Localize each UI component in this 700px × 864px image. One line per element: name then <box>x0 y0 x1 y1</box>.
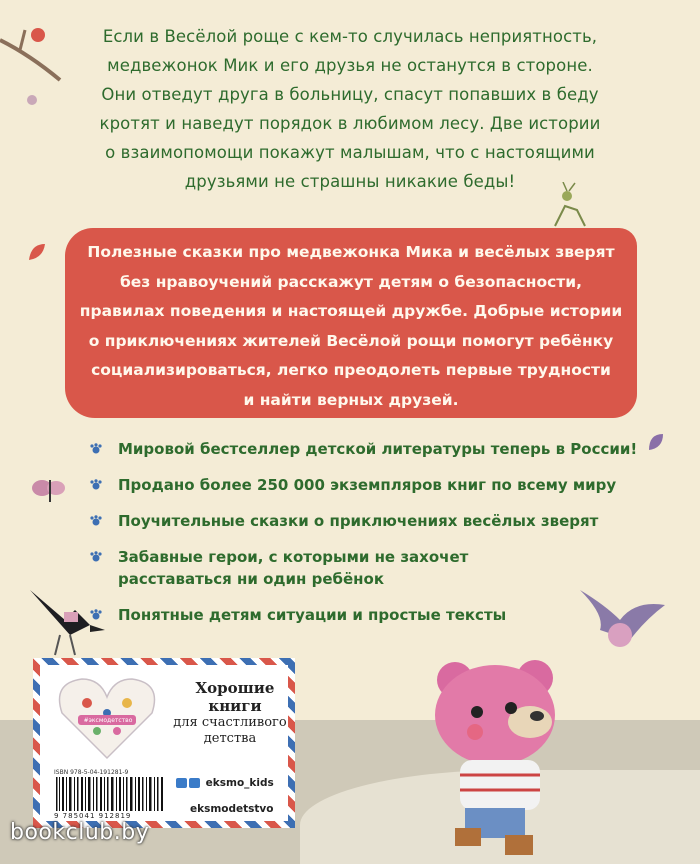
butterfly-illustration <box>30 476 70 506</box>
leaf-icon <box>25 240 49 264</box>
vk-icon <box>176 778 187 788</box>
intro-line: медвежонок Мик и его друзья не останутся в стороне. <box>107 56 593 75</box>
heart-label: #эксмодетство <box>83 717 133 724</box>
intro-line: о взаимопомощи покажут малышам, что с настоящими <box>105 143 595 162</box>
leaf-icon <box>645 430 667 454</box>
mantis-illustration <box>545 182 595 230</box>
feature-text: Понятные детям ситуации и простые тексты <box>118 606 507 624</box>
intro-line: друзьями не страшны никакие беды! <box>184 172 516 191</box>
isbn-text: ISBN 978-5-04-191281-9 <box>54 769 129 776</box>
intro-line: кротят и наведут порядок в любимом лесу. Две истории <box>99 114 601 133</box>
paw-icon <box>90 515 102 526</box>
feature-text: Продано более 250 000 экземпляров книг по всему миру <box>118 476 617 494</box>
paw-icon <box>90 479 102 490</box>
publisher-card <box>33 658 295 828</box>
bat-illustration <box>575 580 670 665</box>
intro-paragraph <box>70 22 630 196</box>
bear-illustration <box>415 650 585 864</box>
social-web-text: eksmodetstvo <box>190 803 274 815</box>
intro-line: Если в Весёлой роще с кем-то случилась неприятность, <box>102 27 598 46</box>
paw-icon <box>90 551 102 562</box>
telegram-icon <box>189 778 200 788</box>
crow-illustration <box>20 580 110 660</box>
branch-illustration <box>0 20 75 110</box>
feature-item <box>88 438 648 460</box>
highlight-line: социализироваться, легко преодолеть первые трудности <box>91 361 611 379</box>
highlight-line: и найти верных друзей. <box>243 390 459 409</box>
feature-text: Мировой бестселлер детской литературы теперь в России! <box>118 440 638 458</box>
feature-list <box>88 438 648 640</box>
highlight-line: Полезные сказки про медвежонка Мика и весёлых зверят <box>87 243 615 261</box>
highlight-text <box>65 238 637 415</box>
feature-item <box>88 604 648 626</box>
feature-text: Поучительные сказки о приключениях весёлых зверят <box>118 512 599 530</box>
card-subtitle: для счастливого детства <box>173 715 287 746</box>
social-vk <box>176 777 274 789</box>
card-title: Хорошие книги <box>195 679 275 715</box>
highlight-line: о приключениях жителей Весёлой рощи помогут ребёнку <box>88 331 614 350</box>
barcode-icon <box>54 777 164 811</box>
feature-item <box>88 546 558 590</box>
barcode-number: 9 785041 912819 <box>54 812 132 820</box>
highlight-line: правилах поведения и настоящей дружбе. Добрые истории <box>79 302 623 320</box>
feature-item <box>88 474 648 496</box>
feature-item <box>88 510 648 532</box>
watermark: bookclub.by <box>10 820 150 845</box>
feature-text: Забавные герои, с которыми не захочет расставаться ни один ребёнок <box>118 548 469 588</box>
social-vk-text: eksmo_kids <box>205 777 274 789</box>
intro-line: Они отведут друга в больницу, спасут попавших в беду <box>101 85 599 104</box>
paw-icon <box>90 443 102 454</box>
highlight-line: без нравоучений расскажут детям о безопасности, <box>119 272 583 291</box>
